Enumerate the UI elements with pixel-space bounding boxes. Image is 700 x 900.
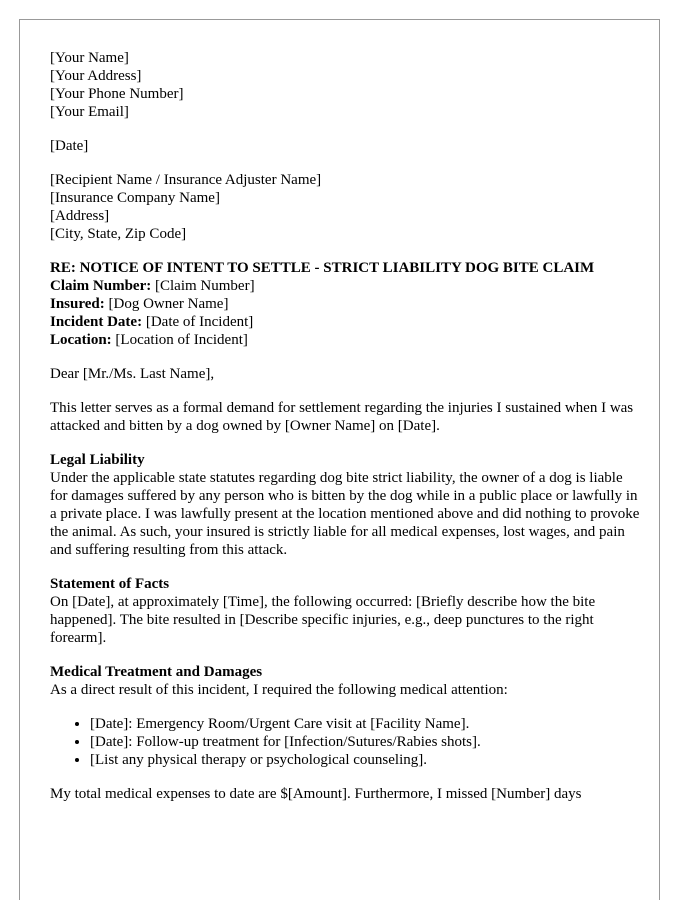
legal-liability-body: Under the applicable state statutes regarding dog bite strict liability, the owner of a dog is liable for damages suffered by any person who is bitten by the dog while in a public place or lawfully in a private place. I was lawfully present at the location mentioned above and did nothing to provoke the animal. As such, your insured is strictly liable for all medical expenses, lost wages, and pain and suffering resulting from this attack. <box>50 470 640 558</box>
recipient-city-state-zip: [City, State, Zip Code] <box>50 226 187 242</box>
claim-number-value: [Claim Number] <box>151 278 255 294</box>
legal-liability-section <box>50 451 640 559</box>
re-title: RE: NOTICE OF INTENT TO SETTLE - STRICT LIABILITY DOG BITE CLAIM <box>50 260 595 276</box>
medical-section <box>50 663 640 699</box>
medical-treatment-list <box>50 715 640 769</box>
insured-label: Insured: <box>50 296 105 312</box>
statement-of-facts-body: On [Date], at approximately [Time], the following occurred: [Briefly describe how the bite happened]. The bite resulted in [Describe specific injuries, e.g., deep punctures to the right forearm]. <box>50 594 596 646</box>
intro-paragraph: This letter serves as a formal demand for settlement regarding the injuries I sustained when I was attacked and bitten by a dog owned by [Owner Name] on [Date]. <box>50 400 634 434</box>
statement-of-facts-section <box>50 575 640 647</box>
sender-name: [Your Name] <box>50 50 129 66</box>
insured-value: [Dog Owner Name] <box>104 296 229 312</box>
claim-number-field <box>50 277 640 295</box>
medical-body: As a direct result of this incident, I required the following medical attention: <box>50 682 508 698</box>
recipient-company: [Insurance Company Name] <box>50 190 220 206</box>
insured-field <box>50 295 640 313</box>
sender-address: [Your Address] <box>50 68 142 84</box>
location-value: [Location of Incident] <box>111 332 248 348</box>
recipient-name: [Recipient Name / Insurance Adjuster Name] <box>50 172 322 188</box>
list-item: • [Date]: Follow-up treatment for [Infection/Sutures/Rabies shots]. <box>90 733 640 751</box>
sender-email: [Your Email] <box>50 104 129 120</box>
letter-date: [Date] <box>50 138 89 154</box>
location-label: Location: <box>50 332 112 348</box>
sender-phone: [Your Phone Number] <box>50 86 184 102</box>
list-item: • [List any physical therapy or psychological counseling]. <box>90 751 640 769</box>
letter-page <box>19 19 660 900</box>
incident-date-field <box>50 313 640 331</box>
recipient-address: [Address] <box>50 208 110 224</box>
re-block <box>50 259 640 349</box>
location-field <box>50 331 640 349</box>
sender-block <box>50 49 640 121</box>
medical-heading: Medical Treatment and Damages <box>50 664 263 680</box>
incident-date-label: Incident Date: <box>50 314 143 330</box>
salutation: Dear [Mr./Ms. Last Name], <box>50 366 215 382</box>
legal-liability-heading: Legal Liability <box>50 452 145 468</box>
list-item: • [Date]: Emergency Room/Urgent Care visit at [Facility Name]. <box>90 715 640 733</box>
letter-content <box>50 49 640 819</box>
incident-date-value: [Date of Incident] <box>142 314 254 330</box>
statement-of-facts-heading: Statement of Facts <box>50 576 170 592</box>
claim-number-label: Claim Number: <box>50 278 152 294</box>
closing-paragraph: My total medical expenses to date are $[Amount]. Furthermore, I missed [Number] days <box>50 786 582 802</box>
recipient-block <box>50 171 640 243</box>
date-block <box>50 137 640 155</box>
